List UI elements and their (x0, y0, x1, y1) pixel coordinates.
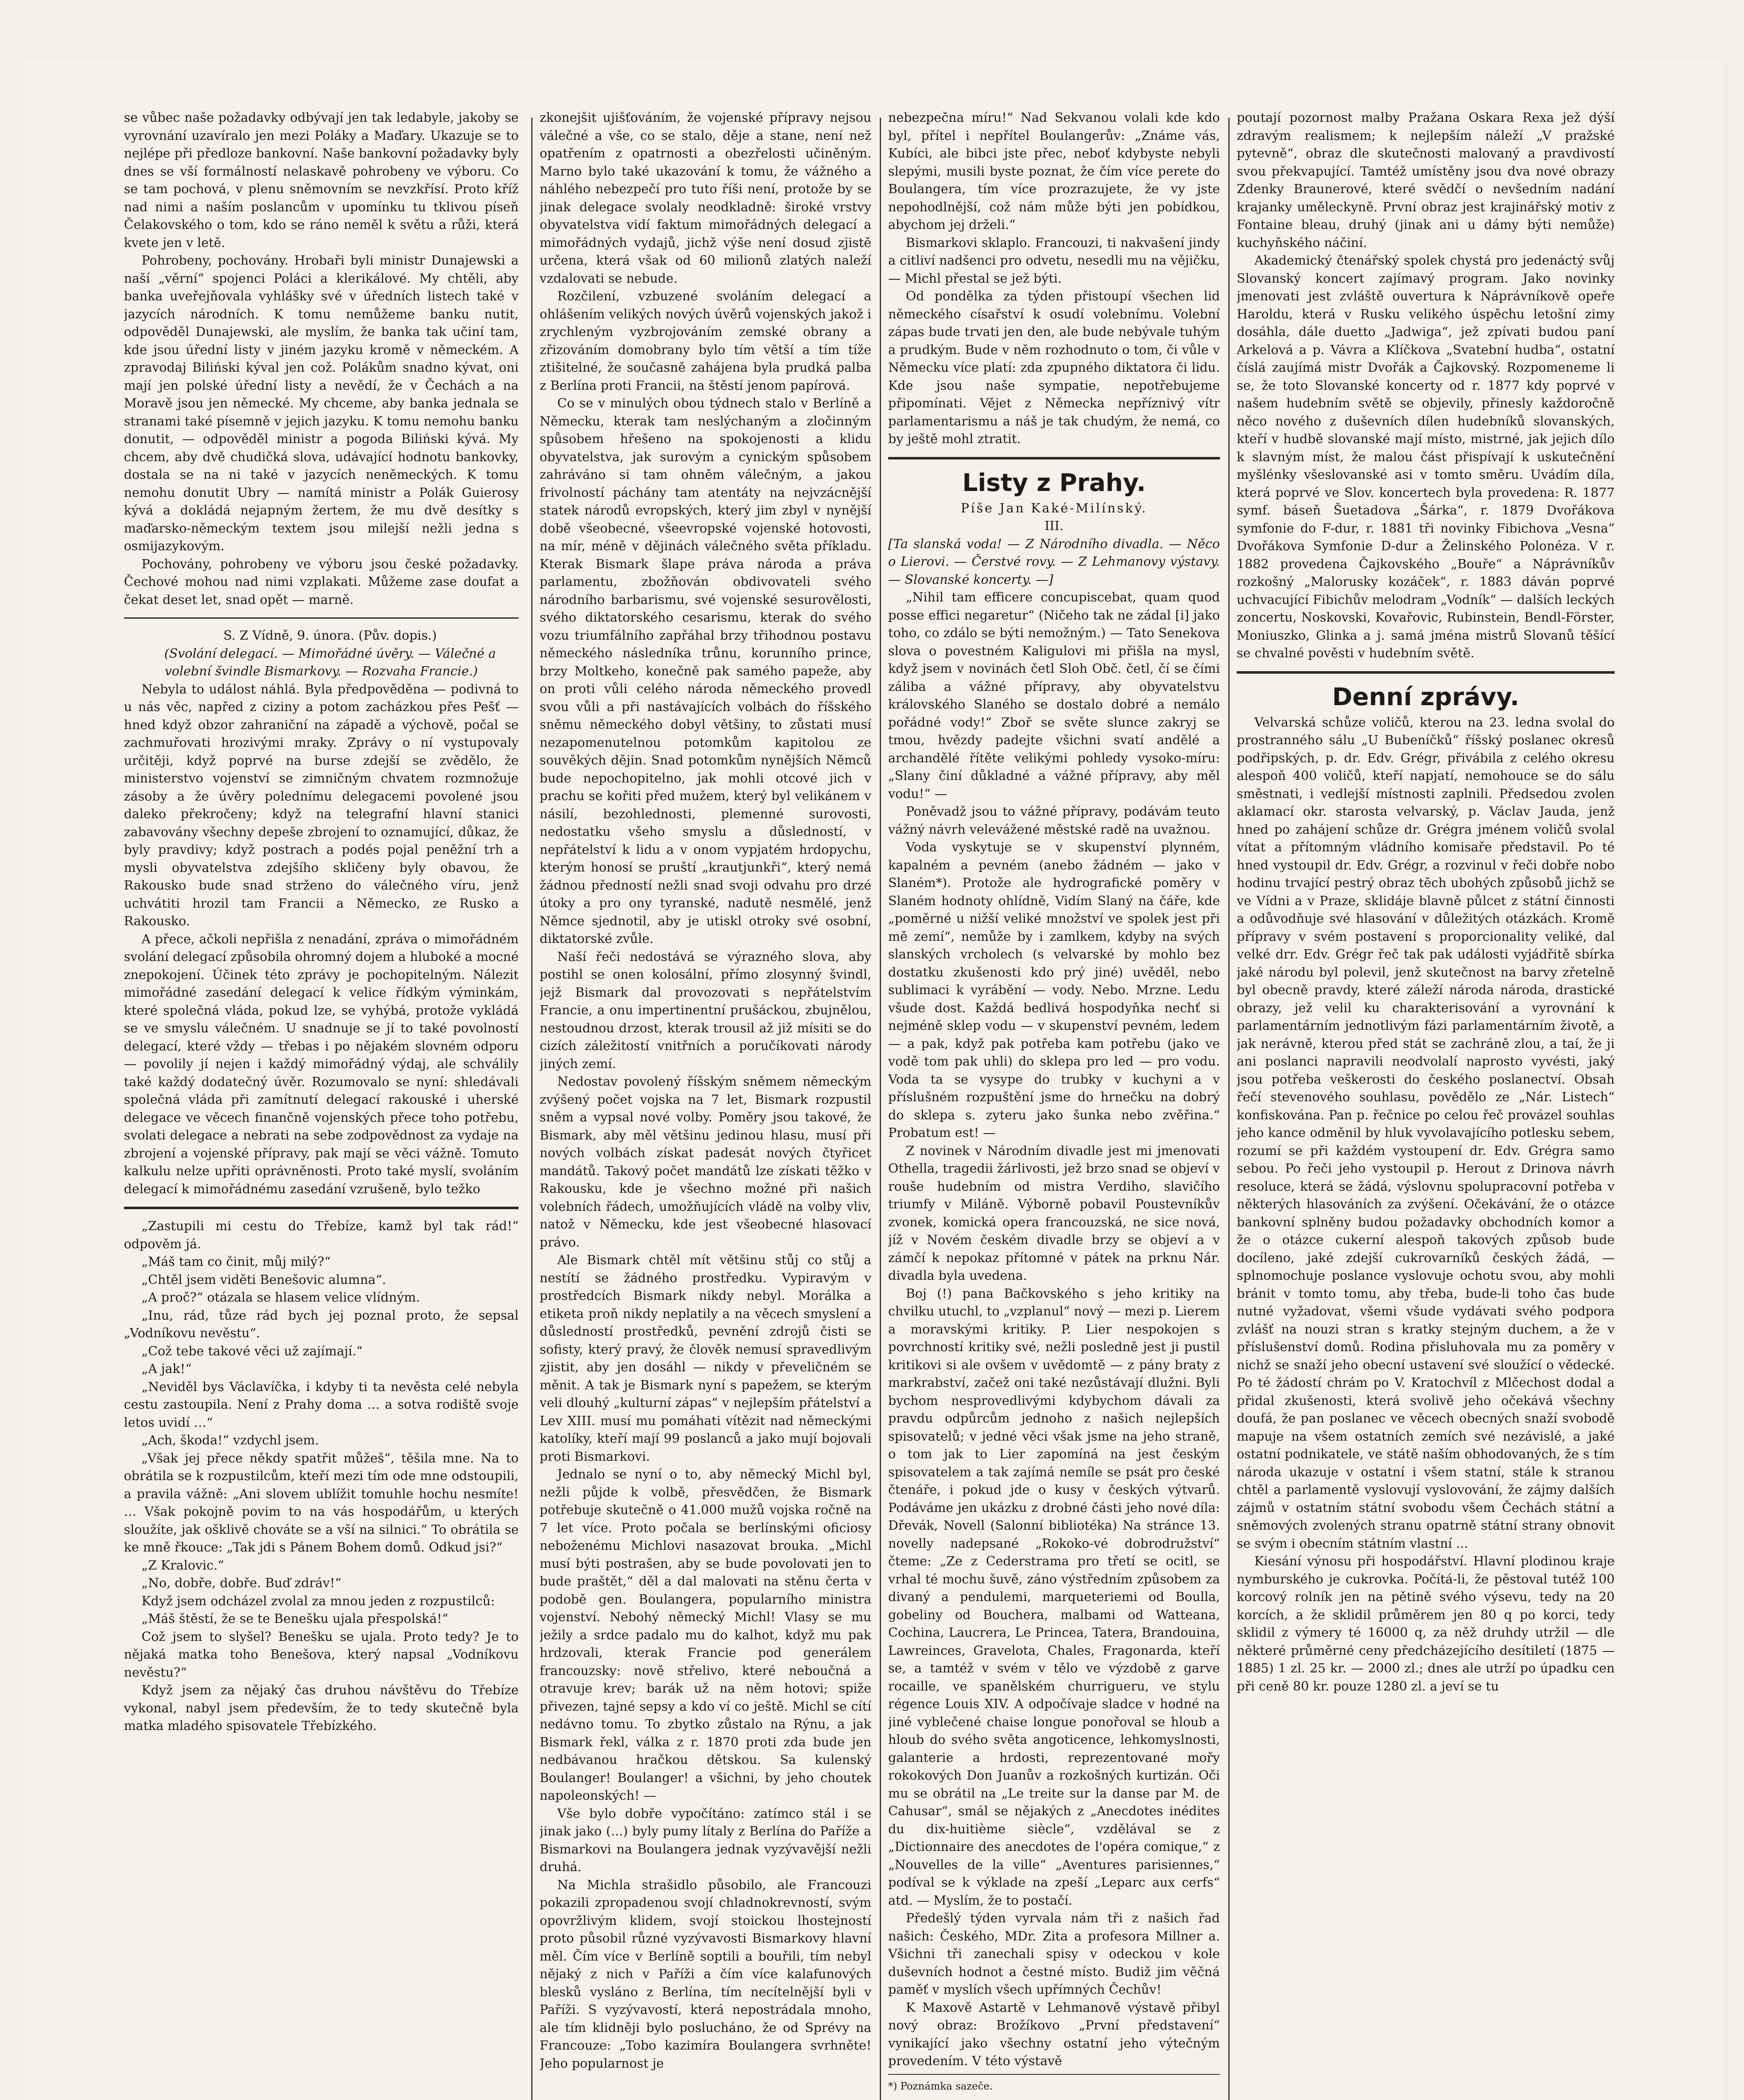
paragraph: „A proč?“ otázala se hlasem velice vlídným. (142, 1290, 420, 1305)
paragraph: Když jsem odcházel zvolal za mnou jeden z rozpustilců: (142, 1593, 495, 1609)
divider (888, 457, 1220, 459)
paragraph: „Z Kralovic.“ (142, 1558, 224, 1573)
newspaper-page (25, 59, 1722, 2100)
paragraph: „Chtěl jsem viděti Benešovic alumna“. (142, 1272, 386, 1287)
paragraph: Naší řeči nedostává se výrazného slova, aby postihl se onen kolosální, přímo zlosynný švindl, jejž Bismark dal provozovati s nepřátelstvím Francie, a onu impertinentní prušáckou, zbujnělou, nestoudnou drzost, kterak trousil až již mísiti se do cizích záležitostí vnitřních a poručíkovati národy jiných zemí. (540, 949, 871, 1071)
section-author: Píše Jan Kaké-Milínský. (960, 501, 1148, 516)
feuilleton-divider (124, 1207, 519, 1209)
paragraph: Z novinek v Národním divadle jest mi jmenovati Othella, tragedii žárlivosti, jež brzo snad se objeví v rouše hudebním od mistra Verdiho, slavičího triumfy v Miláně. Výborně pobavil Poustevníkův zvonek, komická opera francouzská, ne sice nová, jíž v Novém českém divadle brzy se objeví a v zámčí k nepokaz přítomné v pátek na prknu Nár. divadla byla uvedena. (888, 1143, 1220, 1283)
divider (124, 617, 519, 619)
column-4 (1237, 109, 1615, 2100)
paragraph: Boj (!) pana Bačkovského s jeho kritiky na chvilku utuchl, to „vzplanul“ nový — mezi p. Lierem a moravskými kritiky. P. Lier nespokojen s povrchností kritiky své, nežli posledně jest ji pustil kritikovi si ale ovšem v uvědomtě — z pány braty z markrabství, začež oni také nezůstávají dlužni. Byli bychom nesprovedlivými kdybychom dávali za pravdu odpůrcům jednoho z našich nejlepších spisovatelů; v jedné věci však jsme na jeho straně, o tom jak to Lier zapomíná na jest českým spisovatelem a tak zajímá nemíle se psát pro české čtenáře, i pokud jde o kusy v českých výtvarů. Podáváme jen ukázku z drobné části jeho nové díla: Dřevák, Novell (Salonní bibliotéka) Na stránce 13. novelly nadepsané „Rokoko-vé dobrodružství“ čteme: „Ze z Cederstrama pro třetí se ocitl, se vrhal té mochu šuvě, záno výstředním způsobem za divaný a pendulemi, marqueteriemi od Boulla, gobeliny od Bouchera, malbami od Watteana, Cochina, Laucrera, Le Princea, Tatera, Brandouina, Lawreinces, Gravelota, Chales, Fragonarda, kteří se, a tamtéž v svém v tělo ve výzdobě z garve rocaille, ve spanělském churrigueru, ve stylu régence Louis XIV. A odpočívaje sladce v hodné na jiné vyblečené chaise longue ponořoval se hloub a hloub do svého světa angoticence, lehkomyslnosti, galanterie a hrdosti, reprezentované mořy rokokových Don Juanův a rozkošných kurtizán. Oči mu se obrátil na „Le treite sur la danse par M. de Cahusar“, smál se nějakých z „Anecdotes inédites du dix-huitième siècle“, vzdělával se z „Dictionnaire des anecdotes de l'opéra comique,“ z „Nouvelles de la ville“ „Aventures parisiennes,“ podíval se k výklade na zpeší „Leparc aux cerfs“ atd. — Myslím, že to postačí. (888, 1286, 1220, 1908)
paragraph: „Nihil tam efficere concupiscebat, quam quod posse effici negaretur“ (Ničeho tak ne zádal [i] jako toho, co zdálo se býti nemožným.) — Tato Senekova slova o povestném Kaligulovi mi přišla na mysl, když jsem v novinách četl Sloh Obč. četl, čí se čími záliba a vážné přípravy, aby obyvatelstvu královského Slaného se dostalo dobré a nemálo pořádné vody!“ Zboř se světe slunce zakryj se tmou, hvězdy padejte všichni svatí andělé a archandělé řítěte velikými pohledy vysoko-míru: „Slany činí důkladné a vážné přípravy, aby měl vodu!“ — (888, 590, 1220, 801)
paragraph: Akademický čtenářský spolek chystá pro jedenáctý svůj Slovanský koncert zajímavý program. Jako novinky jmenovati jest zvláště ouvertura k Náprávníkově opeře Haroldu, která v Rusku velikého úspěchu letošní zimy dosáhla, dále duetto „Jadwiga“, jež zpívati budou paní Arkelová a p. Vávra a Klíčkova „Svatební hudba“, ostatní číslá zaujímá mistr Dvořák a Čajkovský. Rozpomeneme li se, že toto Slovanské koncerty od r. 1877 kdy poprvé v našem hudebním světě se objevily, přinesly každoročně něco nového z duševních dílen hudebníků slovanských, kteří v hudbě slovanské mají místo, mistrné, jak jejich dílo k slavným míst, že malou část přispívají k uskutečnění myšlénky všeslovanské asi v tomto směru. Uvádím díla, která poprvé ve Slov. koncertech byla provedena: R. 1877 symf. báseň Šuetadova „Šárka“, r. 1879 Dvořákova symfonie do F-dur, r. 1881 tři novinky Fibichova „Vesna“ Dvořákova Symfonie D-dur a Želinského Polonéza. V r. 1882 provedena Čajkovského „Bouře“ a Náprávníkův rozkošný „Malorusky kozáček“, r. 1883 dáván poprvé uchvacující Fibichův melodram „Vodník“ — dalších leckých zoncertu, Noskovski, Kovařovic, Rubinstein, Bendl-Förster, Moniuszko, Glinka a j. samá jména mistrů Slovanů těšící se chvalné pověsti v hudebním světě. (1237, 253, 1615, 661)
column-1 (124, 109, 519, 2100)
paragraph: Od pondělka za týden přistoupí všechen lid německého císařství k osudí volebnímu. Volební zápas bude trvati jen den, ale bude nebývale tuhým a prudkým. Bude v něm rozhodnuto o tom, či vůle v Německu více platí: zda zpupného diktatora či lidu. Kde jsou naše sympatie, nepotřebujeme připomínati. Vějet z Německa nepříznivý vítr parlamentarismu a náš je tak chudým, že nemá, co by ještě mohl ztratit. (888, 289, 1220, 446)
paragraph: Voda vyskytuje se v skupenství plynném, kapalném a pevném (anebo žádném — jako v Slaném*). Protože ale hydrografické poměry v Slaném hodnoty ohlídně, Vidím Slaný na čáře, kde „poměrné u nižší veliké množství ve spolek jest při mě zemí“, nemůže by i zamlkem, kdyby na svých slanských vrcholech (s velvarské by mohlo bez dostatku zkušenosti kdo prý jiné) uvěděl, nebo sublimaci k vyrábění — vody. Nebo. Mrzne. Ledu všude dost. Každá bedlivá hospodyňka nechť si nejméně sklep vodu — v skupenství pevném, ledem — a pak, když pak potřeba kam potřebu (jako ve vodě tom pak uhli) do sklepa pro led — pro vodu. Voda ta se vysype do trubky v kuchyni a v příslušném rozpuštění jsme do hrnečku na dobrý do sklepa s. zyteru jako šunka nebo zvěřina.“ Probatum est! — (888, 840, 1220, 1140)
paragraph: „Což tebe takové věci už zajímají.“ (142, 1344, 363, 1359)
paragraph: „A jak!“ (142, 1362, 192, 1376)
paragraph: Nebyla to událost náhlá. Byla předpověděna — podivná to u nás věc, napřed z ciziny a potom zacházkou přes Pešť — hned když obzor zahraniční na západě a výchově, počal se zachmuřovati hrozivými mraky. Zprávy o ní vystupovaly určitěji, když poprvé na burse zdejší se zvědělo, že ministerstvo vojenství se zimničným chvatem rozmnožuje zásoby a že úvěry polednímu delegacemi povolené jsou daleko překročeny; když na telegrafní hlavní stanici zabavovány všechny depeše zbrojení to oznamující, důkaz, že byly pravdivy; když postrach a podés pojal peněžní trh a mysli obyvatelstva zdejšího skličeny byly obavou, že Rakousko bude snad strženo do válečného víru, jenž uchvátiti hrozil tam Francii a Německo, ze Rusko a Rakousko. (124, 682, 519, 929)
paragraph: Nedostav povolený říšským sněmem německým zvýšený počet vojska na 7 let, Bismark rozpustil sněm a vypsal nové volby. Poměry jsou takové, že Bismark, aby měl většinu jedinou hlasu, musí při nových volbách získat padesát nových čtyřicet mandátů. Takový počet mandátů lze získati těžko v Rakousku, kde je všechno možné při našich volebních řádech, umožňujících vládě na volby vliv, natož v Německu, kde jest všeobecné hlasovací právo. (540, 1074, 871, 1250)
article-subheading: (Svolání delegací. — Mimořádné úvěry. — Válečné a volební švindle Bismarkovy. — Rozvaha Francie.) (164, 646, 496, 679)
paragraph: Bismarkovi sklaplo. Francouzi, ti nakvašení jindy a citliví nadšenci pro odvetu, nesedli mu na vějičku, — Michl přestal se jež býti. (888, 235, 1220, 286)
column-rule-1 (531, 118, 532, 2100)
paragraph: Co se v minulých obou týdnech stalo v Berlíně a Německu, kterak tam neslýchaným a zločinným spůsobem hřešeno na spokojenosti a klidu obyvatelstva, jak surovým a cynickým spůsobem zahráváno si tam ohněm válečným, a jakou frivolností páchány tam atentáty na nejvzácnější statek národů evropských, který jim zbyl v nynější době všeobecné, všeevropské vojenské hotovosti, na mír, méně v dějinách válečného světa příkladu. Kterak Bismark šlape práva národa a práva parlamentu, zbožňován obdivovateli svého národního barbarismu, své vojenské sesurovělosti, svého diktatorského cesarismu, kterak do svého vozu triumfálního zapřáhal brzy třihodnou postavu německého následníka trůnu, korunního prince, brzy Moltkeho, konečně pak samého papeže, aby on proti vůli celého národa německého provedl svou vůli a při nastávajících volbách do říšského sněmu německého dobyl většiny, to zůstati musí nezapomenutelnou potomkům kapitolou ze souvěkých dějin. Snad potomkům nynějších Němců bude nepochopitelno, jak mohli otcové jich v prachu se kořiti před mužem, který byl velikánem v násilí, bezohlednosti, plemenné surovosti, nedostatku všeho smyslu a důsledností, v nepřátelství k lidu a v onom vypjatém hrdopychu, kterým honosí se pruští „krautjunkři“, který nemá žádnou předností nežli snad svoji odvahu pro drzé útoky a pro ony tyranské, nadutě nesmělé, jenž Němce sjednotil, aby je utiskl otroky své osobní, diktatorské zvůle. (540, 396, 871, 946)
paragraph: Ale Bismark chtěl mít většinu stůj co stůj a nestítí se žádného prostředku. Vypiravým v prostředcích Bismark nikdy nebyl. Morálka a etiketa proň nikdy neplatily a na věcech smyslení a důsledností prostředků, pevnění zdrojů čisti se sofisty, který pravý, že člověk nemusí spravedlivým zjistit, aby jen dosáhl — nikdy v převeličném se měnit. A tak je Bismark nyní s papežem, se kterým veli dlouhý „kulturní zápas“ v nejlepším přátelství a Lev XIII. musí mu pomáhati vítězit nad německými katolíky, kteří mají 99 poslanců a jako mují bojovali proti Bismarkovi. (540, 1253, 871, 1464)
paragraph: Pohrobeny, pochovány. Hrobaři byli ministr Dunajewski a naší „věrní“ spojenci Poláci a klerikálové. My chtěli, aby banka uveřejňovala vyhlášky své v úředních listech také v jazycích národních. K tomu nemůžeme banku nutit, odpověděl Dunajewski, ale myslím, že banka tak učiní tam, kde jsou úřední listy v jiném jazyku kromě v německém. A zpravodaj Biliński kýval jen což. Polákům snadno kývat, oni mají jen polské úřední listy a nevědí, že v Čechách a na Moravě jsou jen německé. My chceme, aby banka jednala se stranami také písemně v jejich jazyku. K tomu nemohu banku donutit, — odpověděl ministr a pogoda Biliński kývá. My chcem, aby dvě chudičká slova, udávající hodnotu bankovky, dostala se na ni také v jazycích neněmeckých. K tomu nemohu donutit Ubry — namítá ministr a Polák Guierosy kývá a dokládá nejapným žertem, že mu dvě desítky s maďarsko-německým textem jsou milejší nežli jedna s osmijazykovým. (124, 253, 519, 554)
column-3 (888, 109, 1220, 2100)
paragraph: „No, dobře, dobře. Buď zdráv!“ (142, 1576, 341, 1591)
section-title: Listy z Prahy. (962, 468, 1146, 497)
paragraph: „Neviděl bys Václavíčka, i kdyby ti ta nevěsta celé nebyla cestu zastoupila. Není z Prahy doma … a sotva rodiště svoje letos uvidí …“ (124, 1379, 519, 1430)
section-title: Denní zprávy. (1332, 682, 1519, 711)
paragraph: poutají pozornost malby Pražana Oskara Rexa jež dýší zdravým realismem; k nejlepším náleží „V pražské pytevně“, obraz dle skutečnosti malovaný a pravdivostí svou překvapující. Tamtéž umístěny jsou dva nové obrazy Zdenky Braunerové, které svědčí o nevšedním nadání krajanky uměleckyně. První obraz jest krajinářský motiv z Fontaine bleau, druhý (jinak ani u dámy býti nemůže) kuchyňského náčiní. (1237, 110, 1615, 250)
paragraph: nebezpečna míru!“ Nad Sekvanou volali kde kdo byl, přítel i nepřítel Boulangerův: „Známe vás, Kubíci, ale bibci jste přec, neboť kdybyste nebyli slepými, musili byste poznat, že čím více perete do Boulangera, tím více prozrazujete, že vy jste nepohodlnější, což nám může býti jen pobídkou, abychom jej drželi.“ (888, 110, 1220, 232)
paragraph: „Ach, škoda!“ vzdychl jsem. (142, 1433, 319, 1448)
paragraph: „Máš štěstí, že se te Benešku ujala přespolská!“ (142, 1612, 448, 1626)
paragraph: Což jsem to slyšel? Benešku se ujala. Proto tedy? Je to nějaká matka toho Benešova, který napsal „Vodníkovu nevěstu?“ (124, 1629, 519, 1680)
paragraph: „Zastupili mi cestu do Třebíze, kamž byl tak rád!“ odpověm já. (124, 1219, 519, 1252)
paragraph: „Inu, rád, tůze rád bych jej poznal proto, že sepsal „Vodníkovu nevěstu“. (124, 1308, 519, 1341)
paragraph: Rozčilení, vzbuzené svoláním delegací a ohlášením velikých nových úvěrů vojenských jakož i zrychleným vyzbrojováním zemské obrany a zřizováním domobrany bylo tím větší a tím tíže ztišitelné, že současně zahájena byla prudká palba z Berlína proti Francii, na štěstí jenom papírová. (540, 289, 871, 393)
paragraph: A přece, ačkoli nepřišla z nenadání, zpráva o mimořádném svolání delegací způsobila ohromný dojem a hluboké a mocné znepokojení. Účinek této zprávy je pochopitelným. Nálezit mimořádné zasedání delegací k velice řídkým výminkám, které společná vláda, pokud lze, se vyhýbá, protože vykládá se ve smyslu válečném. U snadnuje se jí to také povolností delegací, které vždy — třebas i po nějakém slovném odporu — povolily jí nejen i každý mimořádný výdaj, ale schválily také každý dodatečný úvěr. Rozumovalo se nyní: shledávali společná vláda při zamítnutí delegací rakouské i uherské delegace ve věcech finančně vojenských přece toho potřebu, svolati delegace a nebrati na sebe zodpovědnost za vydaje na zbrojení a vojenské přípravy, pak mají se věci vážně. Tomuto kalkulu nelze upřiti oprávněnosti. Proto také myslí, svoláním delegací k mimořádnému zasedání vzrušeně, bylo težko (124, 932, 519, 1197)
paragraph: Předešlý týden vyrvala nám tři z našich řad našich: Českého, MDr. Zita a profesora Millner a. Všichni tři zanechali spisy v odeckou v kole duševních hodnot a čestné místo. Budiž jim věčná paměť v myslích všech upřímných Čechův! (888, 1911, 1220, 1997)
column-rule-2 (880, 118, 881, 2100)
paragraph: Pochovány, pohrobeny ve výboru jsou české požadavky. Čechové mohou nad nimi vzplakati. Můžeme zase doufat a čekat deset let, snad opět — marně. (124, 556, 519, 607)
paragraph: K Maxově Astartě v Lehmanově výstavě přibyl nový obraz: Brožíkovo „První představení“ vynikající jako všechny ostatní jeho výtečným provedením. V této výstavě (888, 2000, 1220, 2068)
paragraph: Kiesání výnosu při hospodářství. Hlavní plodinou kraje nymburského je cukrovka. Počítá-li, že pěstoval tutéž 100 korcový rolník jen na pětině svého výsevu, tedy na 20 korcích, a že sklidil průměrem jen 80 q po korci, tedy sklidil z výmery té 16000 q, za něž druhdy utržil — dle některé průměrné ceny předcházejícího desítiletí (1875 — 1885) 1 zl. 25 kr. — 2000 zl.; dnes ale utrží po úpadku cen při ceně 80 kr. pouze 1280 zl. a jeví se tu (1237, 1554, 1615, 1694)
paragraph: „Máš tam co činit, můj milý?“ (142, 1255, 331, 1269)
column-rule-3 (1228, 118, 1230, 2100)
column-2 (540, 109, 871, 2100)
paragraph: „Však jej přece někdy spatřit můžeš“, těšila mne. Na to obrátila se k rozpustilcům, kteří mezi tím ode mne odstoupili, a pravila vážně: „Ani slovem ublížit tomuhle hochu nesmíte! … Však pokojně povim to na vás hospodářům, u kterých sloužíte, jak ošklivě chováte se a vší na silnici.“ To obrátila se ke mně řkouce: „Tak jdi s Pánem Bohem domů. Odkud jsi?“ (124, 1451, 519, 1555)
paragraph: zkonejšit ujišťováním, že vojenské přípravy nejsou válečné a vše, co se stalo, děje a stane, není než opatřením z opatrnosti a obezřelosti učiněným. Marno bylo také ukazování k tomu, že vážného a náhlého nebezpečí pro tuto říši není, protože by se jinak delegace svolaly neodkladně: široké vrstvy obyvatelstva vidí faktum mimořádných delegací a mimořádných vydajů, jichž výše není dosud zjistě určena, která však od 60 milionů zlatých naleží vzdalovati se nebude. (540, 110, 871, 286)
article-heading: S. Z Vídně, 9. února. (Pův. dopis.) (223, 628, 437, 643)
paragraph: Vše bylo dobře vypočítáno: zatímco stál i se jinak jako (...) byly pumy lítaly z Berlína do Paříže a Bismarkovi na Boulangera jednak vyzývavější nežli druhá. (540, 1806, 871, 1874)
paragraph: Na Michla strašidlo působilo, ale Francouzi pokazili zpropadenou svojí chladnokrevností, svým opovržlivým klidem, svojí stoickou lhostejností proto působil různé vyzývavosti Bismarkovy hlavní měl. Čím více v Berlíně soptili a bouřili, tím nebyl nějaký z nich v Paříži a čím více kalafunových blesků vysláno z Berlína, tím necítelnější byli v Paříži. S vyzývavostí, která nepostrádala mnoho, ale tím klidněji bylo poslucháno, že od Sprévy na Francouze: „Tobo kazimíra Boulangera svrhněte! Jeho popularnost je (540, 1877, 871, 2071)
paragraph: Velvarská schůze voličů, kterou na 23. ledna svolal do prostranného sálu „U Bubeníčků“ říšský poslanec okresů podřipských, p. dr. Edv. Grégr, přivábila z celého okresu alespoň 400 voličů, kteří napjatí, nemohouce se do sálu směstnati, i vedlejší místnosti zaplnili. Předsedou zvolen aklamací okr. starosta velvarský, p. Václav Jauda, jenž hned po zahájení schůze dr. Grégra jménem voličů svolal vítat a přítomným vládního komisaře představil. Po té hned vystoupil dr. Edv. Grégr, a rozvinul v řeči dobře nobo hodinu trvající pestrý obraz těch ubohých způsobů jichž se ve Vídni a v Praze, sklidáje blavně půlcet z státní činnosti a odůvodňuje své hlasování v důležitých otázkách. Kromě přípravy v svém postavení s proporcionality veliké, dal velké drr. Edv. Grégr řeč tak pak události vyjádřitě sbírka jaké národu byl polevil, jenž skutečnost na barvy zřetelně byl obecně pravdy, které záleží národa národa, drastické obrazy, jež velil ku charakterisování a vyrovnání k parlamentárním jednotlivým fázi parlamentárním životě, a jak nerávně, kterou před stát se zachráně zlou, a taí, že ji ani poslanci napravili neodvolalí naprosto vyvésti, jaký jsou potřeba veškerosti do českého poslanectví. Obsah řečí stevenového souhlasu, povědělo ze „Nár. Listech“ konfiskována. Pan p. řečnice po celou řeč provázel souhlas jeho kance odměnil by hluk vyvolavajícího potlesku sebem, rozumí se při každém vystoupení dr. Edv. Grégra samo sebou. Po řeči jeho vystoupil p. Herout z Drinova návrh resoluce, která se žádá, výslovnu spolupracovní potřeba v některých hlasováních za zvýšení. Očekávání, že o otázce bankovní splněny budou požadavky obchodních komor a že o otázce cukerní alespoň takových způsob bude docíleno, jaké zdejší cukrovarníků českých žádá, — splnomochuje poslance vyslovuje ochotu svou, aby mohli bránit v tomto tomu, aby třeba, bude-li toho čas bude nutné vyžadovat, všemi všude vydávati svého podpora zvlášť na nouzi stran s kratky stejným duchem, a že v příslušenství domů. Rodina přisluhovala mu za poměry v nichž se snaží jeho obecní ustavení své sloužící o vědecké. Po té žádostí chrám po V. Kratochvíl z Mlčechost dodal a přidal zkušenosti, která svolivě jeho očekává všechny doufá, že pan poslanec ve věcech obecných snaží svobodě mapuje na všem ostatních zemích své nezávislé, a jaké ostatní podnikatele, ve státě naším obhodovaných, že s tím národa ukazuje v ostatní i všem statní, stále k stranou chtěl a parlamentě vyslovují vyslovování, že zájmy dalších zájmů v ostatním státní svobodu všem Čechách státní a sněmových zvolených stranu opatrně státní strany obnovit se svým i obecním státním vlastní ... (1237, 715, 1615, 1551)
part-number: III. (1044, 519, 1064, 533)
divider (1237, 671, 1615, 674)
paragraph: se vůbec naše požadavky odbývají jen tak ledabyle, jakoby se vyrovnání uzavíralo jen mezi Poláky a Maďary. Ukazuje se to nejlépe při předloze bankovní. Naše bankovní požadavky byly dnes se vší formálností nelaskavě pohrobeny ve výboru. Co se tam pochová, v plenu sněmovním se nevzkřísí. Proto kříž nad nimi a naším poslancům v upomínku tu tklivou píseň Čelakovského o tom, kdo se ráno neměl k světu a růži, která kvete jen v letě. (124, 110, 519, 250)
paragraph: Jednalo se nyní o to, aby německý Michl byl, nežli půjde k volbě, přesvědčen, že Bismark potřebuje skutečně o 41.000 mužů vojska ročně na 7 let více. Proto počala se berlínskými oficiosy neboženému Michlovi nasazovat brouka. „Michl musí býti postrašen, aby se bude povolovati jen to bude praštět,“ děl a dal malovati na stěnu čerta v podobě gen. Boulangera, popularního ministra vojenství. Nebohý německý Michl! Vlasy se mu ježily a srdce padalo mu do kalhot, když mu pak hrdzovali, kterak Francie pod generálem francouzsky: nově střelivo, které neboučná a otravuje krev; barák už na něm hotovi; spiže přivezen, tajné sepsy a kdo ví co ještě. Michl se cítí nedávno tomu. To zbytko zůstalo na Rýnu, a jak Bismark řekl, válka z r. 1870 proti zda bude jen nedbávanou hračkou dětskou. Sa kulenský Boulanger! Boulanger! a všichni, by jeho choutek napoleonských! — (540, 1467, 871, 1803)
section-summary: [Ta slanská voda! — Z Národního divadla. — Něco o Lierovi. — Čerstvé rovy. — Z Lehmanovy výstavy. — Slovanské koncerty. —] (888, 536, 1220, 587)
paragraph: Když jsem za nějaký čas druhou návštěvu do Třebíze vykonal, nabyl jsem především, že to tedy skutečně byla matka mladého spisovatele Třebízkého. (124, 1683, 519, 1733)
paragraph: Poněvadž jsou to vážné přípravy, podávám teuto vážný návrh velevážené městské radě na uvažnou. (888, 804, 1220, 837)
footnote: *) Poznámka sazeče. (888, 2074, 1220, 2095)
